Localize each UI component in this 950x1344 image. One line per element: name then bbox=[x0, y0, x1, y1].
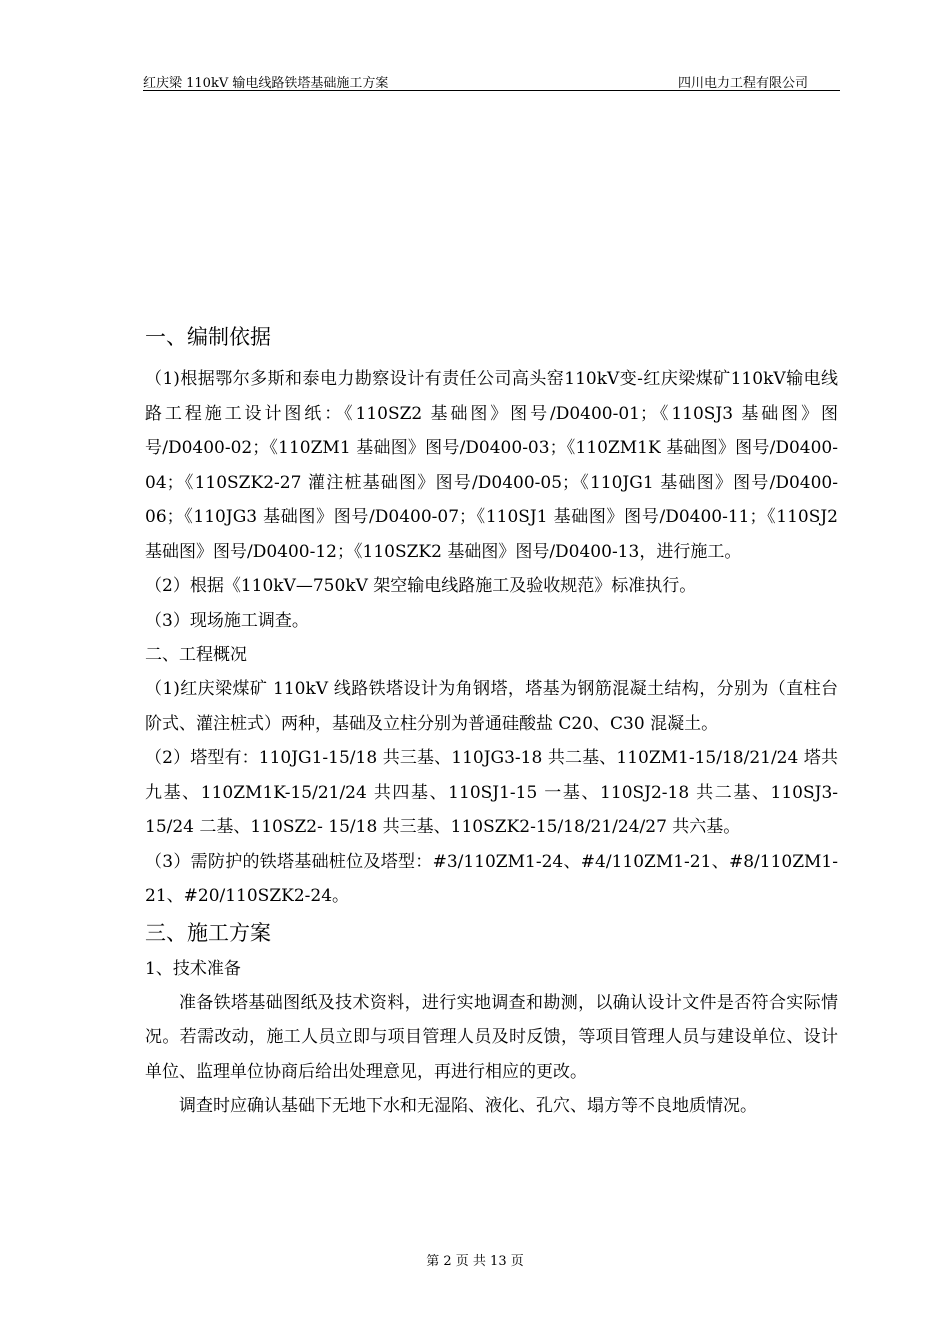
section-1-paragraph-2: （2）根据《110kV—750kV 架空输电线路施工及验收规范》标准执行。 bbox=[145, 576, 697, 596]
header-company-name: 四川电力工程有限公司 bbox=[677, 76, 808, 91]
section-3-paragraph-1: 准备铁塔基础图纸及技术资料，进行实地调查和勘测，以确认设计文件是否符合实际情况。若需改动，施工人员立即与项目管理人员及时反馈，等项目管理人员与建设单位、设计单位、监理单位协商后给出处理意见，再进行相应的更改。 bbox=[145, 992, 838, 1082]
section-1-paragraph-3: （3）现场施工调查。 bbox=[145, 610, 309, 631]
document-body bbox=[145, 318, 838, 1124]
section-2-paragraph-2: （2）塔型有：110JG1-15/18 共三基、110JG3-18 共二基、110ZM1-15/18/21/24 塔共九基、110ZM1K-15/21/24 共四基、110SJ1-15 一基、110SJ2-18 共二基、110SJ3-15/24 二基、110SZ2- 15/18 共三基、110SZK2-15/18/21/24/27 共六基。 bbox=[145, 748, 838, 837]
section-3-paragraph-2: 调查时应确认基础下无地下水和无湿陷、液化、孔穴、塌方等不良地质情况。 bbox=[179, 1096, 757, 1116]
section-2-paragraph-3: （3）需防护的铁塔基础桩位及塔型：#3/110ZM1-24、#4/110ZM1-21、#8/110ZM1-21、#20/110SZK2-24。 bbox=[145, 851, 838, 906]
section-2-title: 二、工程概况 bbox=[145, 645, 247, 665]
header-document-title: 红庆梁 110kV 输电线路铁塔基础施工方案 bbox=[143, 76, 389, 91]
section-3-title: 三、施工方案 bbox=[145, 920, 271, 945]
section-1-paragraph-1: （1)根据鄂尔多斯和泰电力勘察设计有责任公司高头窑110kV变-红庆梁煤矿110kV输电线路工程施工设计图纸：《110SZ2 基础图》图号/D0400-01；《110SJ3 基础图》图号/D0400-02；《110ZM1 基础图》图号/D0400-03；《110ZM1K 基础图》图号/D0400-04；《110SZK2-27 灌注桩基础图》图号/D0400-05；《110JG1 基础图》图号/D0400-06；《110JG3 基础图》图号/D0400-07；《110SJ1 基础图》图号/D0400-11；《110SJ2 基础图》图号/D0400-12；《110SZK2 基础图》图号/D0400-13，进行施工。 bbox=[145, 369, 838, 562]
section-3-subtitle-1: 1、技术准备 bbox=[145, 958, 241, 979]
section-1-title: 一、编制依据 bbox=[145, 325, 271, 349]
section-2-paragraph-1: （1)红庆梁煤矿 110kV 线路铁塔设计为角钢塔，塔基为钢筋混凝土结构，分别为（直柱台阶式、灌注桩式）两种，基础及立柱分别为普通硅酸盐 C20、C30 混凝土。 bbox=[145, 679, 838, 734]
page-number: 第 2 页 共 13 页 bbox=[426, 1254, 524, 1269]
page-header bbox=[143, 70, 840, 91]
